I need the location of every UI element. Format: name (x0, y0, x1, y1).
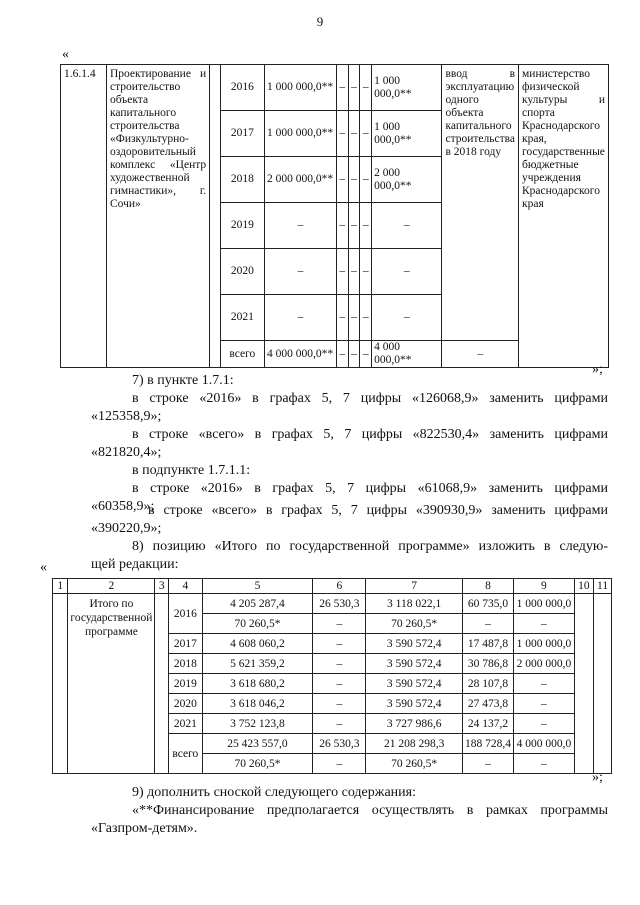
c9-cell: 1 000 000,0 (514, 634, 574, 654)
year-cell: 2017 (220, 111, 264, 157)
b3-cell: – (360, 111, 372, 157)
other-cell: – (372, 249, 442, 295)
b3-cell: – (360, 203, 372, 249)
para7-line8: в строке «всего» в графах 5, 7 цифры «390930,9» заменить цифрами (148, 503, 608, 518)
c7-cell: 70 260,5* (366, 754, 462, 774)
c9-cell: – (514, 714, 574, 734)
c7-cell: 21 208 298,3 (366, 734, 462, 754)
c7-cell: 3 590 572,4 (366, 674, 462, 694)
b1-cell: – (336, 157, 348, 203)
c8-cell: 30 786,8 (462, 654, 513, 674)
quote-close-2: »; (592, 770, 603, 785)
c7-cell: 3 118 022,1 (366, 594, 462, 614)
para7-line3: в строке «всего» в графах 5, 7 цифры «822530,4» заменить цифрами (132, 427, 608, 442)
c5-cell: 4 608 060,2 (202, 634, 313, 654)
c6-cell: 26 530,3 (313, 594, 366, 614)
b2-cell: – (348, 203, 360, 249)
page-number: 9 (316, 14, 324, 29)
c9-cell: – (514, 674, 574, 694)
c6-cell: – (313, 634, 366, 654)
c8-cell: 28 107,8 (462, 674, 513, 694)
other-cell: 1 000 000,0** (372, 65, 442, 111)
para7-line2: «125358,9»; (91, 409, 162, 424)
year-cell: 2016 (169, 594, 203, 634)
blank-col (210, 65, 221, 368)
b3-cell: – (360, 341, 372, 368)
header-cell: 9 (514, 579, 574, 594)
para7-head: 7) в пункте 1.7.1: (132, 373, 234, 388)
other-cell: – (372, 203, 442, 249)
header-cell: 1 (53, 579, 68, 594)
header-cell: 5 (202, 579, 313, 594)
c9-cell: 2 000 000,0 (514, 654, 574, 674)
year-cell: 2021 (169, 714, 203, 734)
c9-cell: 4 000 000,0 (514, 734, 574, 754)
c7-cell: 3 590 572,4 (366, 634, 462, 654)
header-cell: 8 (462, 579, 513, 594)
quote-open-2: « (40, 560, 47, 575)
program-total-table (52, 578, 612, 774)
other-cell: 2 000 000,0** (372, 157, 442, 203)
c8-cell: – (462, 614, 513, 634)
para7-line6: в строке «2016» в графах 5, 7 цифры «61068,9» заменить цифрами (132, 481, 608, 496)
b2-cell: – (348, 295, 360, 341)
total-cell: – (265, 203, 337, 249)
para7-line5: в подпункте 1.7.1.1: (132, 463, 251, 478)
c8-cell: 24 137,2 (462, 714, 513, 734)
b3-cell: – (360, 157, 372, 203)
c5-cell: 70 260,5* (202, 614, 313, 634)
total-year-cell: всего (220, 341, 264, 368)
c9-cell: – (514, 614, 574, 634)
c7-cell: 70 260,5* (366, 614, 462, 634)
header-cell: 6 (313, 579, 366, 594)
c5-cell: 70 260,5* (202, 754, 313, 774)
blank-cell (53, 594, 68, 774)
project-name: Проектирование и строительство объекта капитального строительства «Физкультурно-оздоровительный комплекс «Центр художественной гимнастики», г. Сочи» (106, 65, 209, 368)
c8-cell: 188 728,4 (462, 734, 513, 754)
b1-cell: – (336, 65, 348, 111)
quote-open-1: « (62, 47, 69, 62)
year-cell: 2019 (169, 674, 203, 694)
year-cell: 2016 (220, 65, 264, 111)
c5-cell: 5 621 359,2 (202, 654, 313, 674)
responsible-text: министерство физической культуры и спорта Краснодарского края, государственные бюджетные учреждения Краснодарского края (519, 65, 609, 368)
project-table (60, 64, 609, 368)
para7-line4: «821820,4»; (91, 445, 162, 460)
c6-cell: – (313, 654, 366, 674)
c8-cell: 17 487,8 (462, 634, 513, 654)
year-cell: 2021 (220, 295, 264, 341)
b1-cell: – (336, 341, 348, 368)
para8-line1: 8) позицию «Итого по государственной программе» изложить в следую- (132, 539, 608, 554)
b2-cell: – (348, 111, 360, 157)
b1-cell: – (336, 249, 348, 295)
total-cell: – (265, 295, 337, 341)
c8-cell: – (462, 754, 513, 774)
total-cell: 2 000 000,0** (265, 157, 337, 203)
c6-cell: – (313, 674, 366, 694)
header-cell: 11 (594, 579, 612, 594)
year-cell: 2020 (169, 694, 203, 714)
header-cell: 4 (169, 579, 203, 594)
b1-cell: – (336, 203, 348, 249)
b2-cell: – (348, 341, 360, 368)
b2-cell: – (348, 249, 360, 295)
year-cell: 2017 (169, 634, 203, 654)
total-cell: 1 000 000,0** (265, 111, 337, 157)
year-cell: 2018 (220, 157, 264, 203)
b2-cell: – (348, 157, 360, 203)
grand-total-cell: 4 000 000,0** (265, 341, 337, 368)
c5-cell: 3 618 046,2 (202, 694, 313, 714)
c5-cell: 25 423 557,0 (202, 734, 313, 754)
total-cell: 1 000 000,0** (265, 65, 337, 111)
b2-cell: – (348, 65, 360, 111)
c6-cell: – (313, 714, 366, 734)
total-year-cell: всего (169, 734, 203, 774)
c9-cell: 1 000 000,0 (514, 594, 574, 614)
c5-cell: 3 618 680,2 (202, 674, 313, 694)
c7-cell: 3 727 986,6 (366, 714, 462, 734)
b3-cell: – (360, 249, 372, 295)
c5-cell: 3 752 123,8 (202, 714, 313, 734)
c6-cell: – (313, 614, 366, 634)
para7-line9: «390220,9»; (91, 521, 162, 536)
other-cell: 4 000 000,0** (372, 341, 442, 368)
c8-cell: 27 473,8 (462, 694, 513, 714)
header-cell: 10 (574, 579, 594, 594)
c5-cell: 4 205 287,4 (202, 594, 313, 614)
quote-close-1: »; (592, 362, 603, 377)
result-cell: – (442, 341, 519, 368)
header-cell: 3 (155, 579, 169, 594)
blank-cell (574, 594, 594, 774)
c7-cell: 3 590 572,4 (366, 694, 462, 714)
c8-cell: 60 735,0 (462, 594, 513, 614)
year-cell: 2020 (220, 249, 264, 295)
blank-cell (155, 594, 169, 774)
c6-cell: – (313, 694, 366, 714)
para9-line1: «**Финансирование предполагается осуществлять в рамках программы (132, 803, 608, 818)
b1-cell: – (336, 295, 348, 341)
header-cell: 7 (366, 579, 462, 594)
b3-cell: – (360, 65, 372, 111)
c7-cell: 3 590 572,4 (366, 654, 462, 674)
c6-cell: 26 530,3 (313, 734, 366, 754)
result-text: ввод в эксплуатацию одного объекта капитального строительства в 2018 году (442, 65, 519, 341)
year-cell: 2018 (169, 654, 203, 674)
para7-line1: в строке «2016» в графах 5, 7 цифры «126068,9» заменить цифрами (132, 391, 608, 406)
blank-cell (594, 594, 612, 774)
b3-cell: – (360, 295, 372, 341)
para7-line7: «60358,9»; (91, 499, 155, 514)
other-cell: 1 000 000,0** (372, 111, 442, 157)
para9-head: 9) дополнить сноской следующего содержания: (132, 785, 416, 800)
b1-cell: – (336, 111, 348, 157)
total-cell: – (265, 249, 337, 295)
para8-line2: щей редакции: (91, 557, 179, 572)
item-code: 1.6.1.4 (61, 65, 107, 368)
c6-cell: – (313, 754, 366, 774)
para9-line2: «Газпром-детям». (91, 821, 198, 836)
year-cell: 2019 (220, 203, 264, 249)
program-total-label: Итого по государственной программе (68, 594, 155, 774)
header-cell: 2 (68, 579, 155, 594)
c9-cell: – (514, 754, 574, 774)
other-cell: – (372, 295, 442, 341)
c9-cell: – (514, 694, 574, 714)
